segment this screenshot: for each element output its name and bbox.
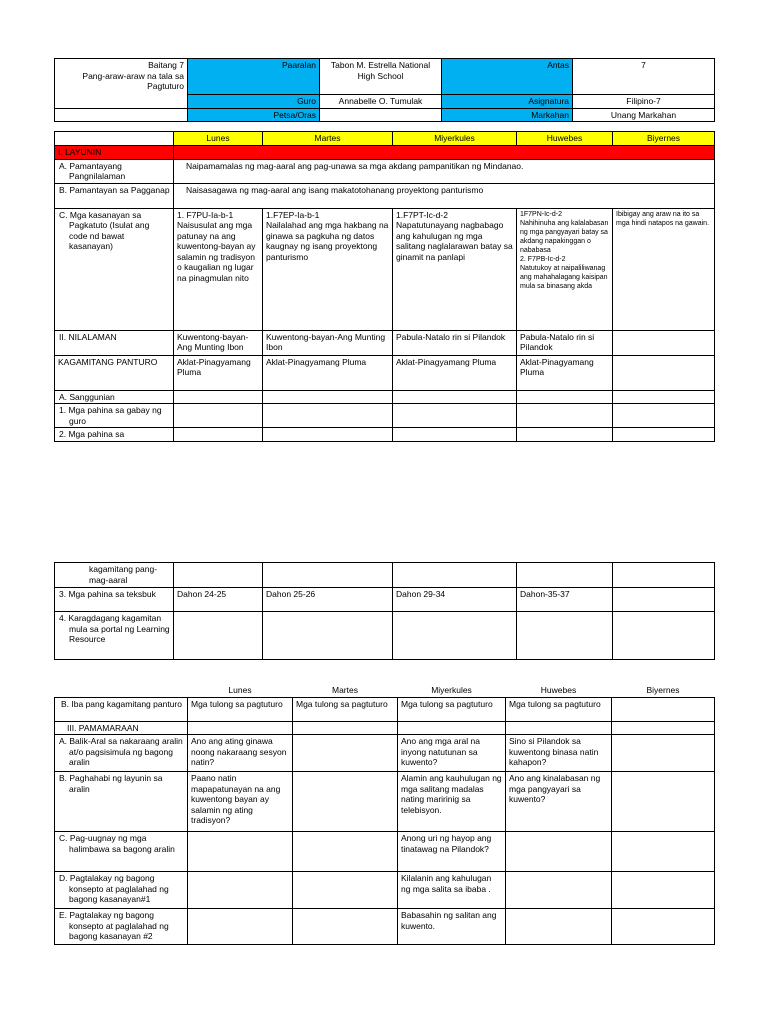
empty-cell: [506, 909, 612, 945]
paaralan-value: Tabon M. Estrella National High School: [320, 59, 442, 95]
tulong-miyerkules: Mga tulong sa pagtuturo: [398, 697, 506, 721]
guro-label: Guro: [188, 95, 320, 109]
kasanayan-huwebes: 1F7PN-Ic-d-2 Nahihinuha ang kalalabasan ng mga pangyayari batay sa akdang napakinggan o nababasa 2. F7PB-Ic-d-2 Natutukoy at naipaliliwanag ang mahahalagang kaisipan mula sa binasang akda: [517, 208, 613, 330]
pamantayang-pangnilalaman-label: A. Pamantayang Pangnilalaman: [55, 159, 174, 183]
tulong-huwebes: Mga tulong sa pagtuturo: [506, 697, 612, 721]
paghahabi-label: B. Paghahabi ng layunin sa aralin: [55, 772, 188, 832]
empty-cell: [293, 872, 398, 909]
empty-cell: [174, 428, 263, 442]
antas-value: 7: [573, 59, 715, 95]
kagamitang-panturo-miyerkules: Aklat-Pinagyamang Pluma: [393, 355, 517, 390]
empty-cell: [612, 909, 715, 945]
empty-cell: [188, 872, 293, 909]
gabay-ng-guro-label: 1. Mga pahina sa gabay ng guro: [55, 404, 174, 428]
empty-cell: [174, 563, 263, 588]
pagtalakay-2-label: E. Pagtalakay ng bagong konsepto at paglalahad ng bagong kasanayan #2: [55, 909, 188, 945]
balik-aral-miyerkules: Ano ang mga aral na inyong natutunan sa kuwento?: [398, 735, 506, 772]
iba-pang-kagamitan-label: B. Iba pang kagamitang panturo: [55, 697, 188, 721]
empty-cell: [517, 404, 613, 428]
empty-cell: [612, 721, 715, 735]
empty-cell: [613, 612, 715, 660]
empty-cell: [517, 390, 613, 404]
empty-cell: [263, 428, 393, 442]
continuation-table: [54, 562, 715, 660]
nilalaman-martes: Kuwentong-bayan-Ang Munting Ibon: [263, 330, 393, 355]
teksbuk-martes: Dahon 25-26: [263, 588, 393, 612]
teksbuk-lunes: Dahon 24-25: [174, 588, 263, 612]
empty-cell: [55, 684, 188, 697]
kagamitang-panturo-label: KAGAMITANG PANTURO: [55, 355, 174, 390]
day-header: Miyerkules: [431, 685, 472, 695]
blank-cell: [55, 108, 188, 122]
kagamitang-pang-mag-aaral-label: kagamitang pang-mag-aaral: [55, 563, 174, 588]
layunin-bar: [174, 146, 715, 160]
antas-label: Antas: [442, 59, 573, 95]
kasanayan-miyerkules: 1.F7PT-Ic-d-2 Napatutunayang nagbabago ang kahulugan ng mga salitang naglalarawan batay sa ginamit na panlapi: [393, 208, 517, 330]
empty-cell: [613, 563, 715, 588]
empty-cell: [393, 428, 517, 442]
asignatura-value: Filipino-7: [573, 95, 715, 109]
kagamitang-panturo-lunes: Aklat-Pinagyamang Pluma: [174, 355, 263, 390]
procedure-table: [54, 684, 715, 945]
kasanayan-label: C. Mga kasanayan sa Pagkatuto (Isulat ang code nd bawat kasanayan): [55, 208, 174, 330]
petsa-value: [320, 108, 442, 122]
markahan-value: Unang Markahan: [573, 108, 715, 122]
pamantayang-pangnilalaman-value: Naipamamalas ng mag-aaral ang pag-unawa sa mga akdang pampanitikan ng Mindanao.: [174, 159, 715, 183]
main-table: [54, 131, 715, 442]
empty-cell: [263, 612, 393, 660]
day-header: Biyernes: [646, 685, 680, 695]
empty-cell: [517, 563, 613, 588]
pag-uugnay-miyerkules: Anong uri ng hayop ang tinatawag na Pilandok?: [398, 832, 506, 872]
empty-cell: [612, 697, 715, 721]
asignatura-label: Asignatura: [442, 95, 573, 109]
paghahabi-huwebes: Ano ang kinalabasan ng mga pangyayari sa kuwento?: [506, 772, 612, 832]
learning-resource-portal-label: 4. Karagdagang kagamitan mula sa portal ng Learning Resource: [55, 612, 174, 660]
empty-cell: [293, 735, 398, 772]
pamamaraan-heading: III. PAMAMARAAN: [55, 721, 188, 735]
empty-cell: [263, 404, 393, 428]
day-header: Miyerkules: [393, 132, 517, 146]
empty-cell: [506, 721, 612, 735]
pagtalakay-1-label: D. Pagtalakay ng bagong konsepto at paglalahad ng bagong kasanayan#1: [55, 872, 188, 909]
corner-cell: [55, 132, 174, 146]
empty-cell: [612, 832, 715, 872]
header-table: [54, 58, 715, 122]
empty-cell: [393, 563, 517, 588]
petsa-label: Petsa/Oras: [188, 108, 320, 122]
nilalaman-lunes: Kuwentong-bayan-Ang Munting Ibon: [174, 330, 263, 355]
layunin-heading: I. LAYUNIN: [55, 146, 174, 160]
empty-cell: [263, 563, 393, 588]
empty-cell: [517, 428, 613, 442]
day-header: Martes: [332, 685, 358, 695]
markahan-label: Markahan: [442, 108, 573, 122]
empty-cell: [506, 872, 612, 909]
empty-cell: [517, 612, 613, 660]
pagtalakay-1-miyerkules: Kilalanin ang kahulugan ng mga salita sa ibaba .: [398, 872, 506, 909]
pag-uugnay-label: C. Pag-uugnay ng mga halimbawa sa bagong aralin: [55, 832, 188, 872]
empty-cell: [393, 390, 517, 404]
empty-cell: [293, 721, 398, 735]
empty-cell: [393, 612, 517, 660]
paghahabi-miyerkules: Alamin ang kauhulugan ng mga salitang madalas nating maririnig sa telebisyon.: [398, 772, 506, 832]
empty-cell: [263, 390, 393, 404]
empty-cell: [188, 721, 293, 735]
empty-cell: [612, 772, 715, 832]
kagamitang-panturo-martes: Aklat-Pinagyamang Pluma: [263, 355, 393, 390]
kasanayan-biyernes: Ibibigay ang araw na ito sa mga hindi natapos na gawain.: [613, 208, 715, 330]
day-header: Huwebes: [540, 685, 577, 695]
nilalaman-huwebes: Pabula-Natalo rin si Pilandok: [517, 330, 613, 355]
empty-cell: [613, 588, 715, 612]
empty-cell: [174, 404, 263, 428]
empty-cell: [174, 612, 263, 660]
kagamitang-panturo-biyernes: [613, 355, 715, 390]
empty-cell: [613, 428, 715, 442]
pagtalakay-2-miyerkules: Babasahin ng salitan ang kuwento.: [398, 909, 506, 945]
sanggunian-label: A. Sanggunian: [55, 390, 174, 404]
pamantayan-sa-pagganap-value: Naisasagawa ng mag-aaral ang isang makatotohanang proyektong panturismo: [174, 183, 715, 208]
empty-cell: [398, 721, 506, 735]
day-header: Huwebes: [517, 132, 613, 146]
balik-aral-huwebes: Sino si Pilandok sa kuwentong binasa natin kahapon?: [506, 735, 612, 772]
empty-cell: [612, 735, 715, 772]
day-header: Lunes: [174, 132, 263, 146]
mga-pahina-label: 2. Mga pahina sa: [55, 428, 174, 442]
nilalaman-label: II. NILALAMAN: [55, 330, 174, 355]
nilalaman-biyernes: [613, 330, 715, 355]
empty-cell: [613, 390, 715, 404]
paghahabi-lunes: Paano natin mapapatunayan na ang kuwentong bayan ay salamin ng ating tradisyon?: [188, 772, 293, 832]
kagamitang-panturo-huwebes: Aklat-Pinagyamang Pluma: [517, 355, 613, 390]
empty-cell: [293, 909, 398, 945]
kasanayan-martes: 1.F7EP-Ia-b-1 Nailalahad ang mga hakbang na ginawa sa pagkuha ng datos kaugnay ng isang proyektong panturismo: [263, 208, 393, 330]
pamantayan-sa-pagganap-label: B. Pamantayan sa Pagganap: [55, 183, 174, 208]
guro-value: Annabelle O. Tumulak: [320, 95, 442, 109]
balik-aral-label: A. Balik-Aral sa nakaraang aralin at/o pagsisimula ng bagong aralin: [55, 735, 188, 772]
form-title: Baitang 7 Pang-araw-araw na tala sa Pagtuturo: [55, 59, 188, 109]
tulong-lunes: Mga tulong sa pagtuturo: [188, 697, 293, 721]
teksbuk-label: 3. Mga pahina sa teksbuk: [55, 588, 174, 612]
empty-cell: [506, 832, 612, 872]
empty-cell: [174, 390, 263, 404]
empty-cell: [188, 909, 293, 945]
empty-cell: [612, 872, 715, 909]
teksbuk-huwebes: Dahon-35-37: [517, 588, 613, 612]
kasanayan-lunes: 1. F7PU-Ia-b-1 Naisusulat ang mga patunay na ang kuwentong-bayan ay salamin ng tradisyon o kaugalian ng lugar na pinagmulan nito: [174, 208, 263, 330]
day-header: Martes: [263, 132, 393, 146]
empty-cell: [393, 404, 517, 428]
empty-cell: [293, 772, 398, 832]
balik-aral-lunes: Ano ang ating ginawa noong nakaraang sesyon natin?: [188, 735, 293, 772]
empty-cell: [613, 404, 715, 428]
tulong-martes: Mga tulong sa pagtuturo: [293, 697, 398, 721]
paaralan-label: Paaralan: [188, 59, 320, 95]
teksbuk-miyerkules: Dahon 29-34: [393, 588, 517, 612]
empty-cell: [293, 832, 398, 872]
nilalaman-miyerkules: Pabula-Natalo rin si Pilandok: [393, 330, 517, 355]
day-header: Lunes: [228, 685, 252, 695]
day-header: Biyernes: [613, 132, 715, 146]
empty-cell: [188, 832, 293, 872]
